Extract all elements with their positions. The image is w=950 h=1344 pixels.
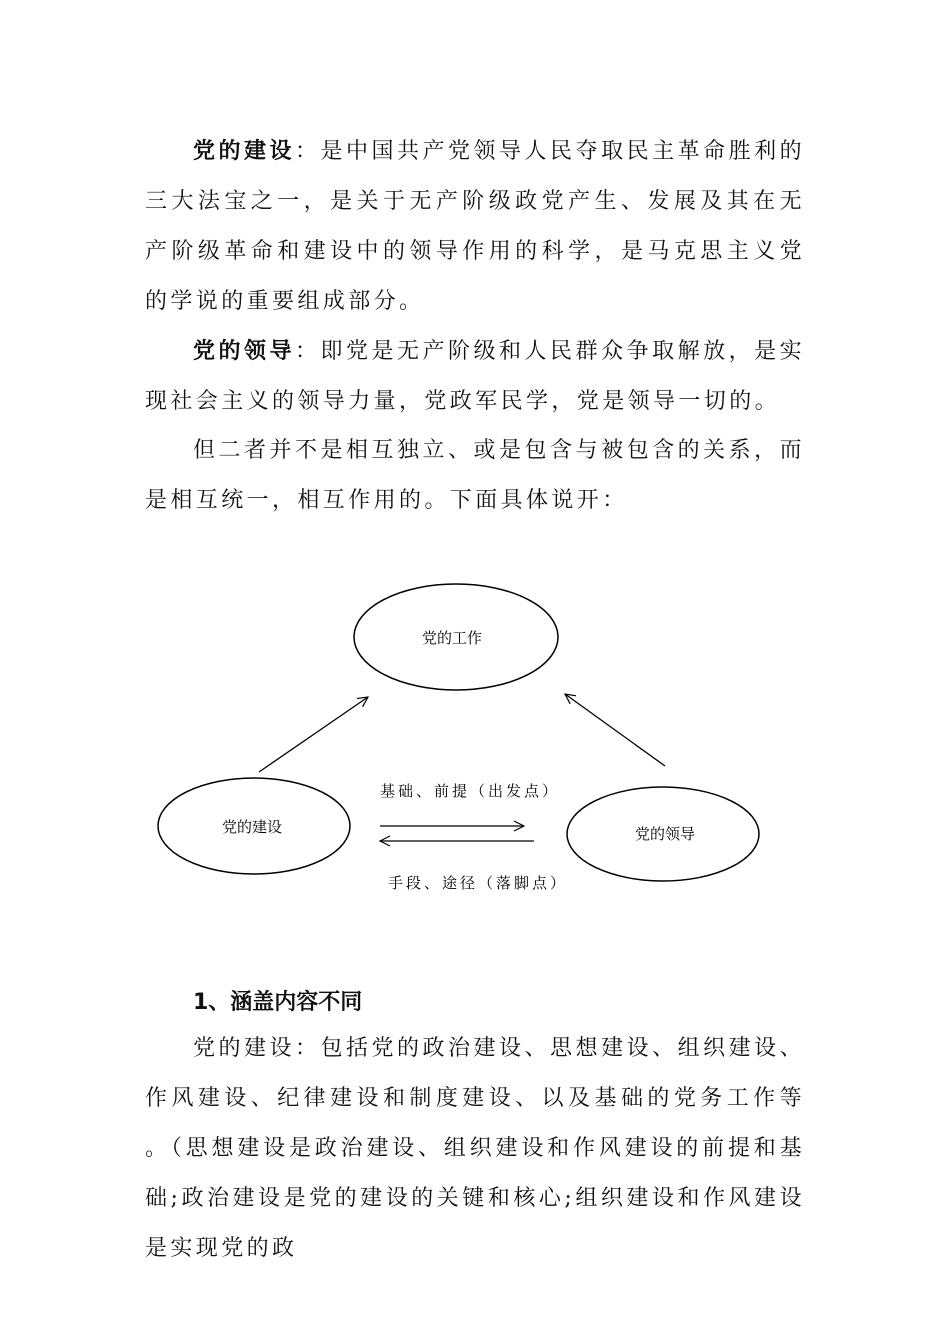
left-node-label: 党的建设	[221, 818, 283, 836]
section-body-text: 党的建设：包括党的政治建设、思想建设、组织建设、作风建设、纪律建设和制度建设、以及基础的党务工作等 。（思想建设是政治建设、组织建设和作风建设的前提和基础;政治建设是党的建设的关键和核心;组织建设和作风建设是实现党的政	[145, 1036, 805, 1261]
paragraph-party-building	[145, 126, 805, 327]
relationship-diagram	[0, 560, 950, 920]
paragraph-text: 即党是无产阶级和人民群众争取解放，是实现社会主义的领导力量，党政军民学，党是领导一切的。	[145, 339, 805, 414]
arrow-left-to-top	[259, 697, 368, 772]
term-party-leadership: 党的领导	[193, 338, 296, 364]
paragraph-relationship	[145, 426, 805, 526]
paragraph-text: 但二者并不是相互独立、或是包含与被包含的关系，而是相互统一，相互作用的。下面具体说开：	[145, 438, 805, 513]
right-node-label: 党的领导	[634, 825, 696, 843]
backward-label: 手段、途径（落脚点）	[388, 874, 569, 892]
arrow-right-to-top	[565, 694, 665, 766]
forward-label: 基础、前提（出发点）	[380, 782, 561, 800]
section-body	[145, 1024, 805, 1274]
term-party-building: 党的建设	[193, 138, 296, 164]
section-heading: 1、涵盖内容不同	[193, 990, 363, 1015]
paragraph-text: 是中国共产党领导人民夺取民主革命胜利的三大法宝之一，是关于无产阶级政党产生、发展及其在无产阶级革命和建设中的领导作用的科学，是马克思主义党的学说的重要组成部分。	[145, 139, 805, 314]
term-separator: ：	[295, 139, 321, 164]
top-node-label: 党的工作	[421, 629, 483, 647]
term-separator: ：	[295, 339, 321, 364]
paragraph-party-leadership	[145, 326, 805, 427]
